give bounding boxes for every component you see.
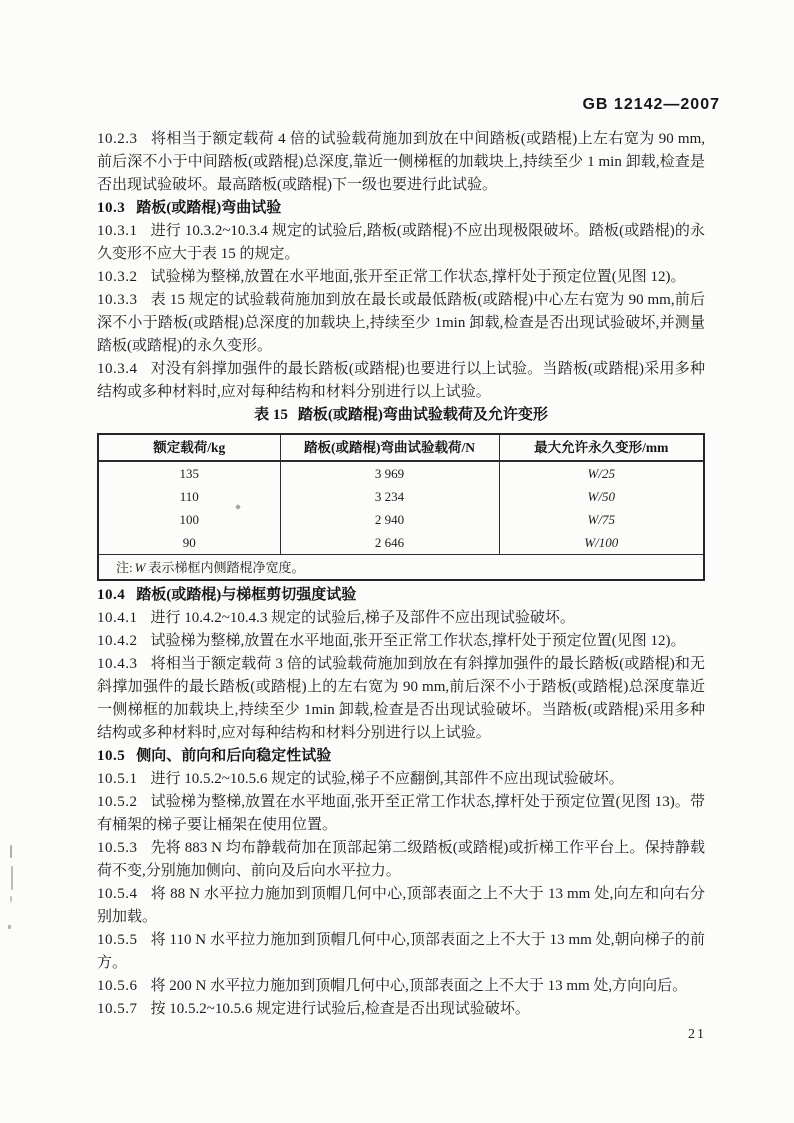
clause-text: 先将 883 N 均布静载荷加在顶部起第二级踏板(或踏棍)或折梯工作平台上。保持静载荷不变,分别施加侧向、前向及后向水平拉力。 [97, 840, 705, 879]
page-number: 21 [688, 1027, 706, 1042]
clause-number: 10.5.2 [97, 794, 138, 810]
clause-number: 10.2.3 [97, 131, 138, 147]
cell-bend-load: 2 646 [280, 531, 499, 555]
table-note [98, 555, 704, 581]
clause-10-4-2 [97, 630, 705, 653]
col-header-rated-load: 额定载荷/kg [98, 434, 280, 461]
section-title: 侧向、前向和后向稳定性试验 [136, 748, 332, 764]
cell-bend-load: 3 234 [280, 485, 499, 508]
clause-10-5-6 [97, 975, 705, 998]
clause-text: 将 200 N 水平拉力施加到顶帽几何中心,顶部表面之上不大于 13 mm 处,方向向后。 [150, 978, 688, 994]
table-15-title [97, 404, 705, 427]
clause-number: 10.4.3 [97, 656, 138, 672]
document-body [97, 128, 705, 1021]
note-symbol-w: W [134, 559, 146, 575]
section-heading-10-5 [97, 745, 705, 768]
section-heading-10-3 [97, 197, 705, 220]
clause-text: 试验梯为整梯,放置在水平地面,张开至正常工作状态,撑杆处于预定位置(见图 13)。带有桶架的梯子要让桶架在使用位置。 [97, 794, 705, 833]
table-note-row [98, 555, 704, 581]
cell-rated-load: 110 [179, 489, 199, 504]
clause-text: 试验梯为整梯,放置在水平地面,张开至正常工作状态,撑杆处于预定位置(见图 12)。 [150, 633, 686, 649]
cell-bend-load: 2 940 [280, 508, 499, 531]
clause-text: 进行 10.5.2~10.5.6 规定的试验,梯子不应翻倒,其部件不应出现试验破坏。 [150, 771, 624, 787]
clause-10-4-3 [97, 653, 705, 745]
cell-max-deform: W/75 [499, 508, 704, 531]
section-number: 10.3 [97, 200, 126, 216]
table-label: 表 15 [254, 407, 288, 423]
clause-number: 10.3.1 [97, 223, 138, 239]
clause-number: 10.3.4 [97, 361, 138, 377]
scan-artifact [11, 866, 13, 890]
clause-10-5-5 [97, 929, 705, 975]
scan-artifact [10, 896, 12, 902]
cell-rated-load: 135 [179, 466, 200, 481]
clause-10-3-2 [97, 266, 705, 289]
clause-text: 按 10.5.2~10.5.6 规定进行试验后,检查是否出现试验破坏。 [150, 1001, 530, 1017]
clause-10-5-3 [97, 837, 705, 883]
clause-number: 10.5.7 [97, 1001, 138, 1017]
clause-text: 对没有斜撑加强件的最长踏板(或踏棍)也要进行以上试验。当踏板(或踏棍)采用多种结构或多种材料时,应对每种结构和材料分别进行以上试验。 [97, 361, 705, 400]
clause-text: 将相当于额定载荷 3 倍的试验载荷施加到放在有斜撑加强件的最长踏板(或踏棍)和无斜撑加强件的最长踏板(或踏棍)上的左右宽为 90 mm,前后深不小于踏板(或踏棍)总深度靠近一侧梯框的加载块上,持续至少 1min 卸载,检查是否出现试验破坏。当踏板(或踏棍)采用多种结构或多种材料时,应对每种结构和材料分别进行以上试验。 [97, 656, 705, 741]
table-row [98, 485, 704, 508]
col-header-bend-load: 踏板(或踏棍)弯曲试验载荷/N [280, 434, 499, 461]
scan-artifact [10, 845, 12, 858]
section-heading-10-4 [97, 584, 705, 607]
clause-text: 进行 10.3.2~10.3.4 规定的试验后,踏板(或踏棍)不应出现极限破坏。踏板(或踏棍)的永久变形不应大于表 15 的规定。 [97, 223, 705, 262]
cell-rated-load: 90 [182, 535, 196, 550]
note-prefix: 注: [116, 559, 133, 575]
section-title: 踏板(或踏棍)与梯框剪切强度试验 [136, 587, 357, 603]
clause-number: 10.3.3 [97, 292, 138, 308]
section-number: 10.5 [97, 748, 126, 764]
standard-code-header: GB 12142—2007 [582, 96, 720, 113]
clause-10-2-3 [97, 128, 705, 197]
clause-10-3-3 [97, 289, 705, 358]
clause-text: 试验梯为整梯,放置在水平地面,张开至正常工作状态,撑杆处于预定位置(见图 12)。 [150, 269, 686, 285]
clause-text: 表 15 规定的试验载荷施加到放在最长或最低踏板(或踏棍)中心左右宽为 90 mm,前后深不小于踏板(或踏棍)总深度的加载块上,持续至少 1min 卸载,检查是否出现试验破坏,并测量踏板(或踏棍)的永久变形。 [97, 292, 705, 354]
table-15 [97, 433, 705, 581]
clause-number: 10.4.1 [97, 610, 138, 626]
clause-text: 进行 10.4.2~10.4.3 规定的试验后,梯子及部件不应出现试验破坏。 [150, 610, 575, 626]
clause-10-4-1 [97, 607, 705, 630]
table-header-row [98, 434, 704, 461]
clause-10-3-1 [97, 220, 705, 266]
clause-number: 10.5.1 [97, 771, 138, 787]
clause-text: 将相当于额定载荷 4 倍的试验载荷施加到放在中间踏板(或踏棍)上左右宽为 90 mm,前后深不小于中间踏板(或踏棍)总深度,靠近一侧梯框的加载块上,持续至少 1 min 卸载,检查是否出现试验破坏。最高踏板(或踏棍)下一级也要进行此试验。 [97, 131, 705, 193]
table-row [98, 531, 704, 555]
col-header-max-deform: 最大允许永久变形/mm [499, 434, 704, 461]
clause-10-5-7 [97, 998, 705, 1021]
cell-max-deform: W/100 [499, 531, 704, 555]
clause-number: 10.5.4 [97, 886, 138, 902]
cell-rated-load: 100 [179, 512, 200, 527]
table-row [98, 461, 704, 485]
table-row [98, 508, 704, 531]
clause-number: 10.5.6 [97, 978, 138, 994]
note-text: 表示梯框内侧踏棍净宽度。 [148, 559, 305, 575]
cell-bend-load: 3 969 [280, 461, 499, 485]
cell-max-deform: W/50 [499, 485, 704, 508]
clause-10-5-4 [97, 883, 705, 929]
clause-number: 10.3.2 [97, 269, 138, 285]
clause-10-5-1 [97, 768, 705, 791]
scan-artifact [8, 925, 11, 929]
clause-text: 将 88 N 水平拉力施加到顶帽几何中心,顶部表面之上不大于 13 mm 处,向左和向右分别加载。 [97, 886, 705, 925]
clause-number: 10.4.2 [97, 633, 138, 649]
cell-max-deform: W/25 [499, 461, 704, 485]
section-number: 10.4 [97, 587, 126, 603]
clause-number: 10.5.3 [97, 840, 138, 856]
clause-10-5-2 [97, 791, 705, 837]
table-title-text: 踏板(或踏棍)弯曲试验载荷及允许变形 [297, 407, 548, 423]
clause-text: 将 110 N 水平拉力施加到顶帽几何中心,顶部表面之上不大于 13 mm 处,朝向梯子的前方。 [97, 932, 705, 971]
clause-number: 10.5.5 [97, 932, 138, 948]
clause-10-3-4 [97, 358, 705, 404]
section-title: 踏板(或踏棍)弯曲试验 [136, 200, 282, 216]
